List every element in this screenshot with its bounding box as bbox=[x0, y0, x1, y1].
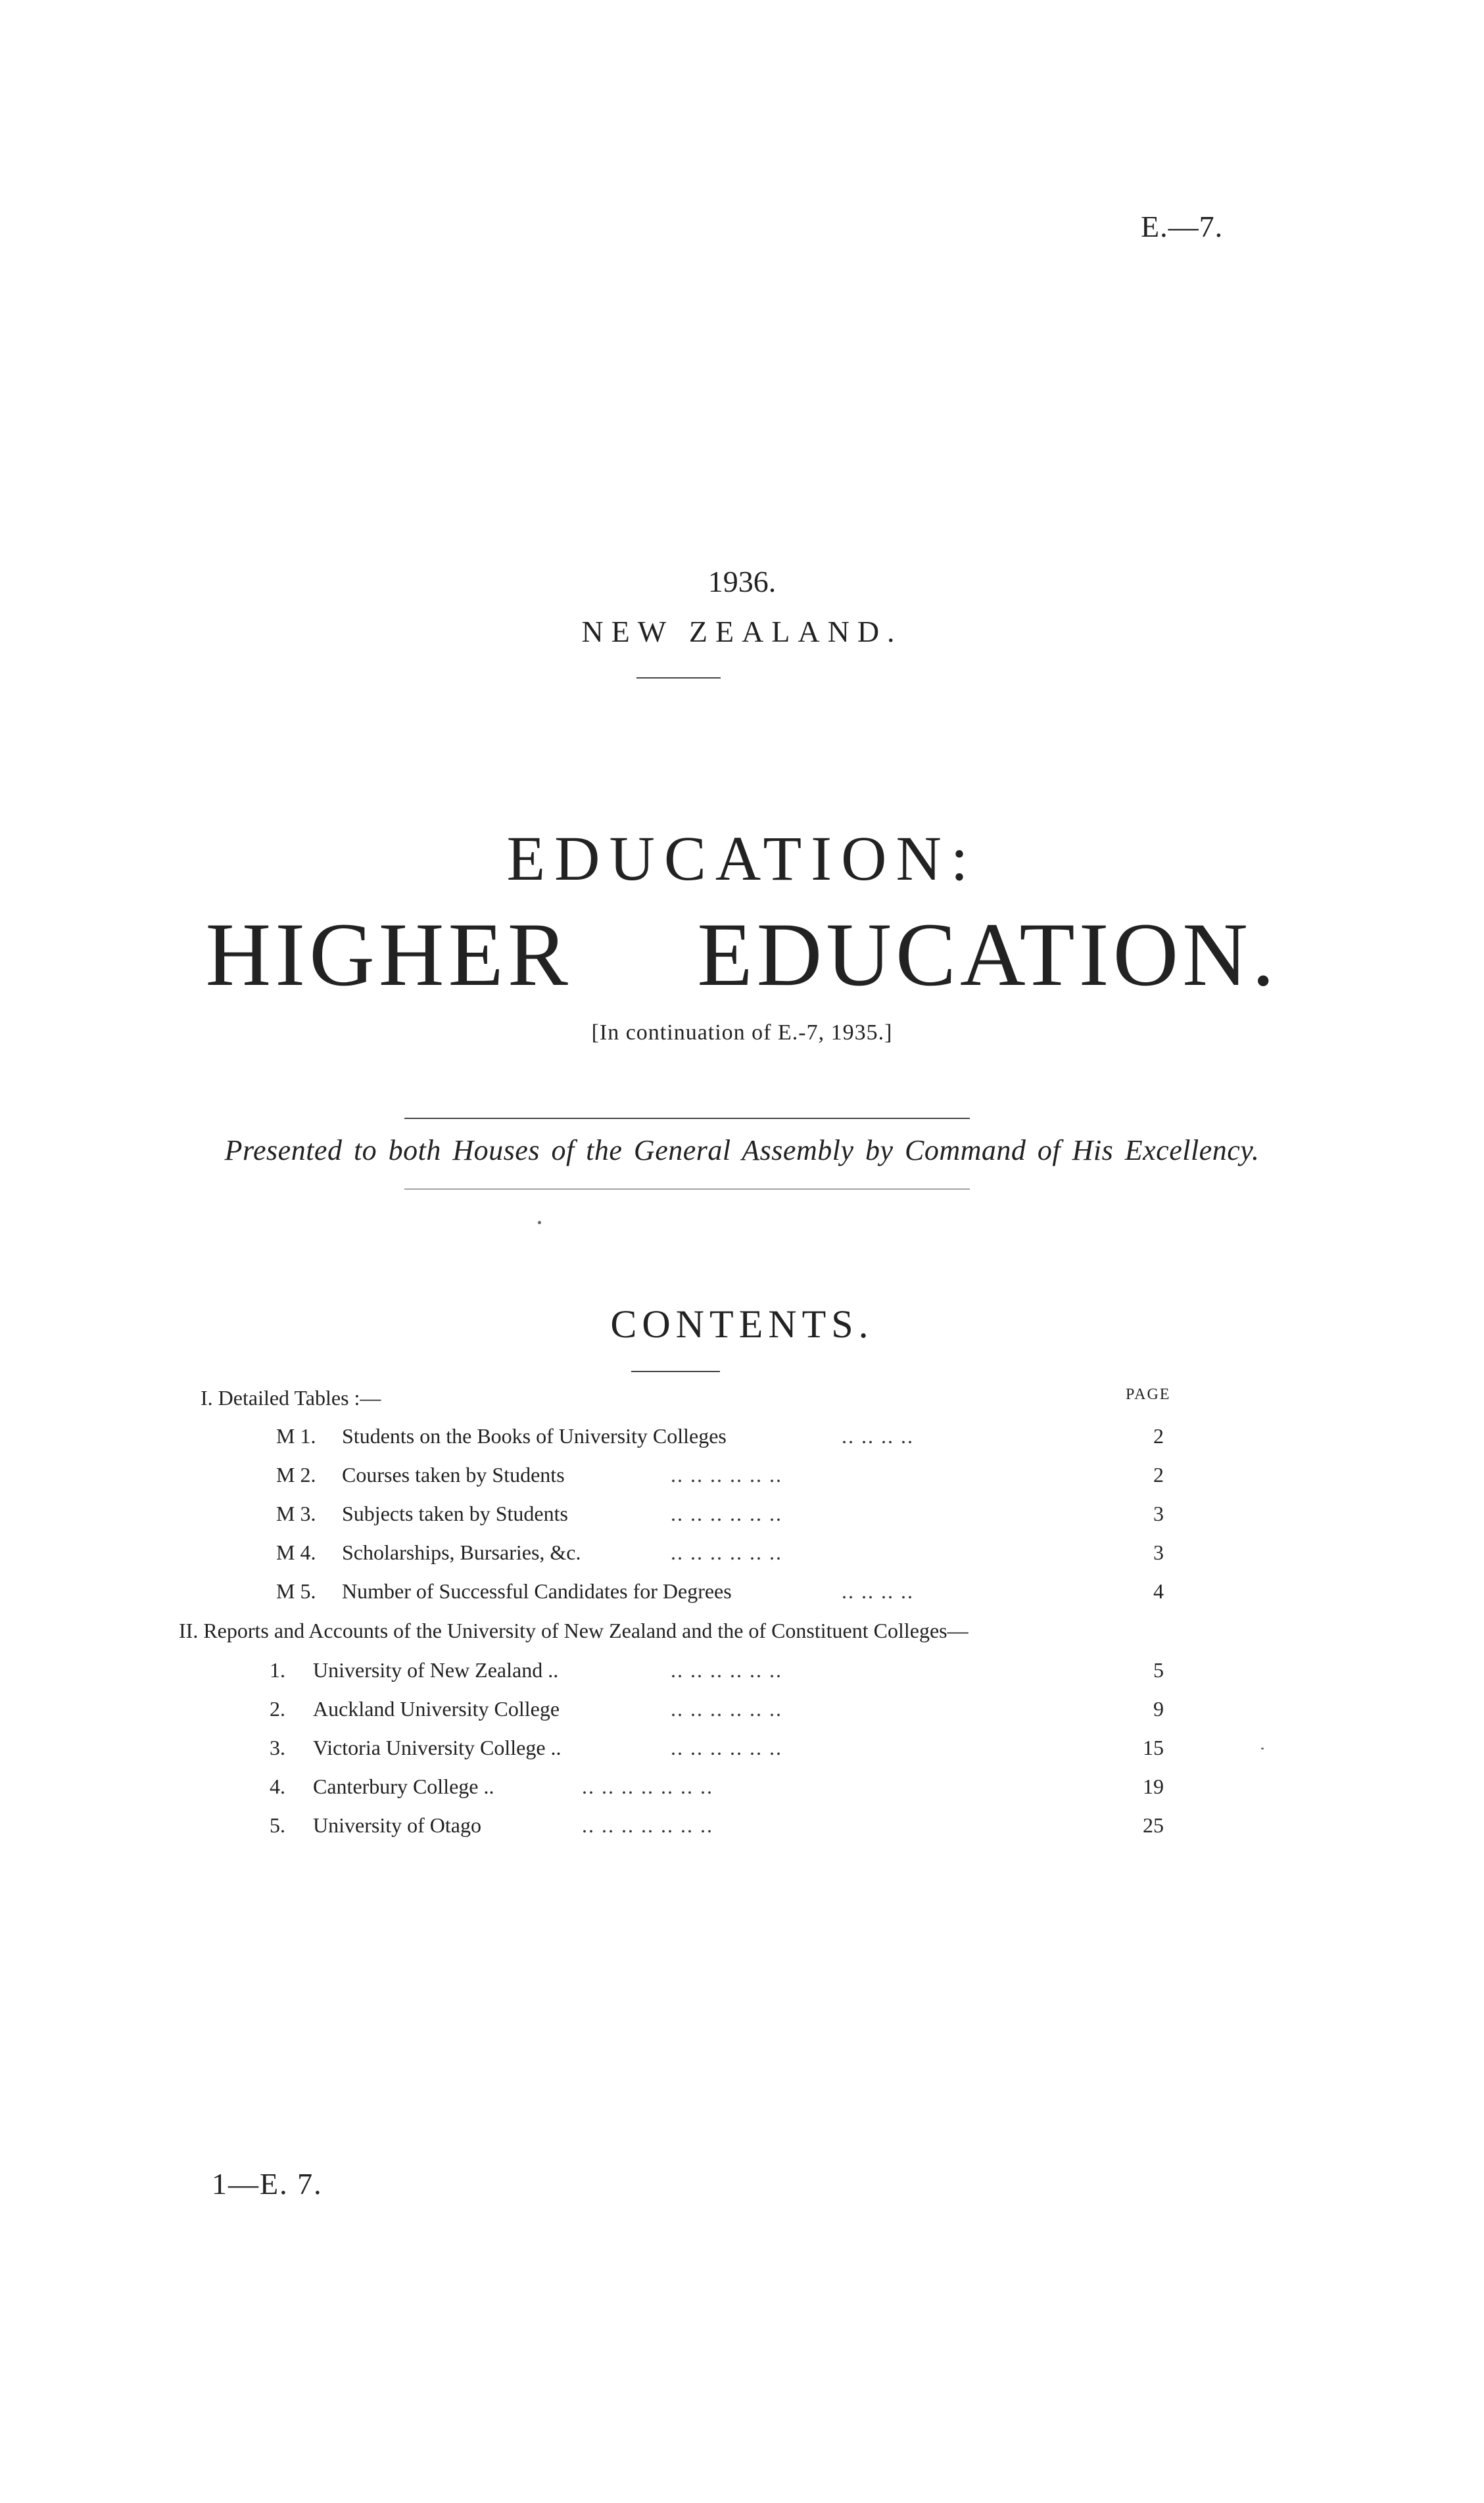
leader-dots: .. .. .. .. .. .. .. bbox=[582, 1775, 713, 1798]
section-title: I. Detailed Tables :— bbox=[201, 1386, 381, 1410]
divider-rule bbox=[636, 677, 721, 679]
entry-page: 19 bbox=[1143, 1775, 1164, 1798]
leader-dots: .. .. .. .. .. .. bbox=[671, 1502, 782, 1525]
document-reference: E.—7. bbox=[1141, 210, 1224, 243]
entry-number: 4. bbox=[270, 1775, 285, 1798]
contents-heading: CONTENTS. bbox=[610, 1302, 874, 1346]
sheet-reference: 1—E. 7. bbox=[212, 2167, 323, 2201]
entry-label: Canterbury College .. bbox=[313, 1775, 494, 1798]
entry-label: Number of Successful Candidates for Degrees bbox=[342, 1579, 732, 1603]
entry-page: 3 bbox=[1153, 1540, 1164, 1564]
entry-label: Auckland University College bbox=[313, 1697, 560, 1721]
main-title: EDUCATION: bbox=[506, 823, 978, 894]
entry-number: M 5. bbox=[276, 1579, 316, 1603]
continuation-note: [In continuation of E.-7, 1935.] bbox=[591, 1020, 893, 1045]
leader-dots: .. .. .. .. .. .. bbox=[671, 1540, 782, 1564]
leader-dots: .. .. .. .. .. .. bbox=[671, 1736, 782, 1759]
leader-dots: .. .. .. .. .. .. bbox=[671, 1463, 782, 1487]
entry-number: 3. bbox=[270, 1736, 285, 1759]
entry-page: 3 bbox=[1153, 1502, 1164, 1525]
entry-label: Subjects taken by Students bbox=[342, 1502, 568, 1525]
entry-page: 9 bbox=[1153, 1697, 1164, 1721]
entry-label: Students on the Books of University Colleges bbox=[342, 1424, 727, 1448]
entry-page: 2 bbox=[1153, 1424, 1164, 1448]
section-title: II. Reports and Accounts of the University of New Zealand and the of Constituent Colleges— bbox=[179, 1619, 969, 1642]
entry-number: M 1. bbox=[276, 1424, 316, 1448]
entry-number: 1. bbox=[270, 1658, 285, 1682]
entry-label: University of New Zealand .. bbox=[313, 1658, 559, 1682]
entry-label: University of Otago bbox=[313, 1813, 481, 1837]
entry-number: M 4. bbox=[276, 1540, 316, 1564]
leader-dots: .. .. .. .. bbox=[842, 1579, 914, 1603]
leader-dots: .. .. .. .. bbox=[842, 1424, 914, 1448]
entry-label: Victoria University College .. bbox=[313, 1736, 562, 1759]
entry-number: 5. bbox=[270, 1813, 285, 1837]
divider-rule-upper bbox=[404, 1118, 970, 1119]
entry-page: 15 bbox=[1143, 1736, 1164, 1759]
contents-rule bbox=[631, 1371, 720, 1372]
entry-number: M 3. bbox=[276, 1502, 316, 1525]
leader-dots: .. .. .. .. .. .. bbox=[671, 1658, 782, 1682]
leader-dots: .. .. .. .. .. .. .. bbox=[582, 1813, 713, 1837]
entry-number: 2. bbox=[270, 1697, 285, 1721]
entry-page: 4 bbox=[1153, 1579, 1164, 1603]
entry-page: 25 bbox=[1143, 1813, 1164, 1837]
speck-mark bbox=[1261, 1748, 1264, 1750]
speck-mark bbox=[538, 1221, 541, 1224]
country-name: NEW ZEALAND. bbox=[581, 615, 903, 648]
year: 1936. bbox=[707, 565, 777, 598]
presented-line: Presented to both Houses of the General Assembly by Command of His Excellency. bbox=[224, 1134, 1260, 1166]
entry-number: M 2. bbox=[276, 1463, 316, 1487]
leader-dots: .. .. .. .. .. .. bbox=[671, 1697, 782, 1721]
page-column-label: PAGE bbox=[1126, 1386, 1171, 1403]
entry-page: 5 bbox=[1153, 1658, 1164, 1682]
entry-page: 2 bbox=[1153, 1463, 1164, 1487]
entry-label: Scholarships, Bursaries, &c. bbox=[342, 1540, 581, 1564]
sub-title: HIGHER EDUCATION. bbox=[205, 904, 1279, 1005]
entry-label: Courses taken by Students bbox=[342, 1463, 565, 1487]
